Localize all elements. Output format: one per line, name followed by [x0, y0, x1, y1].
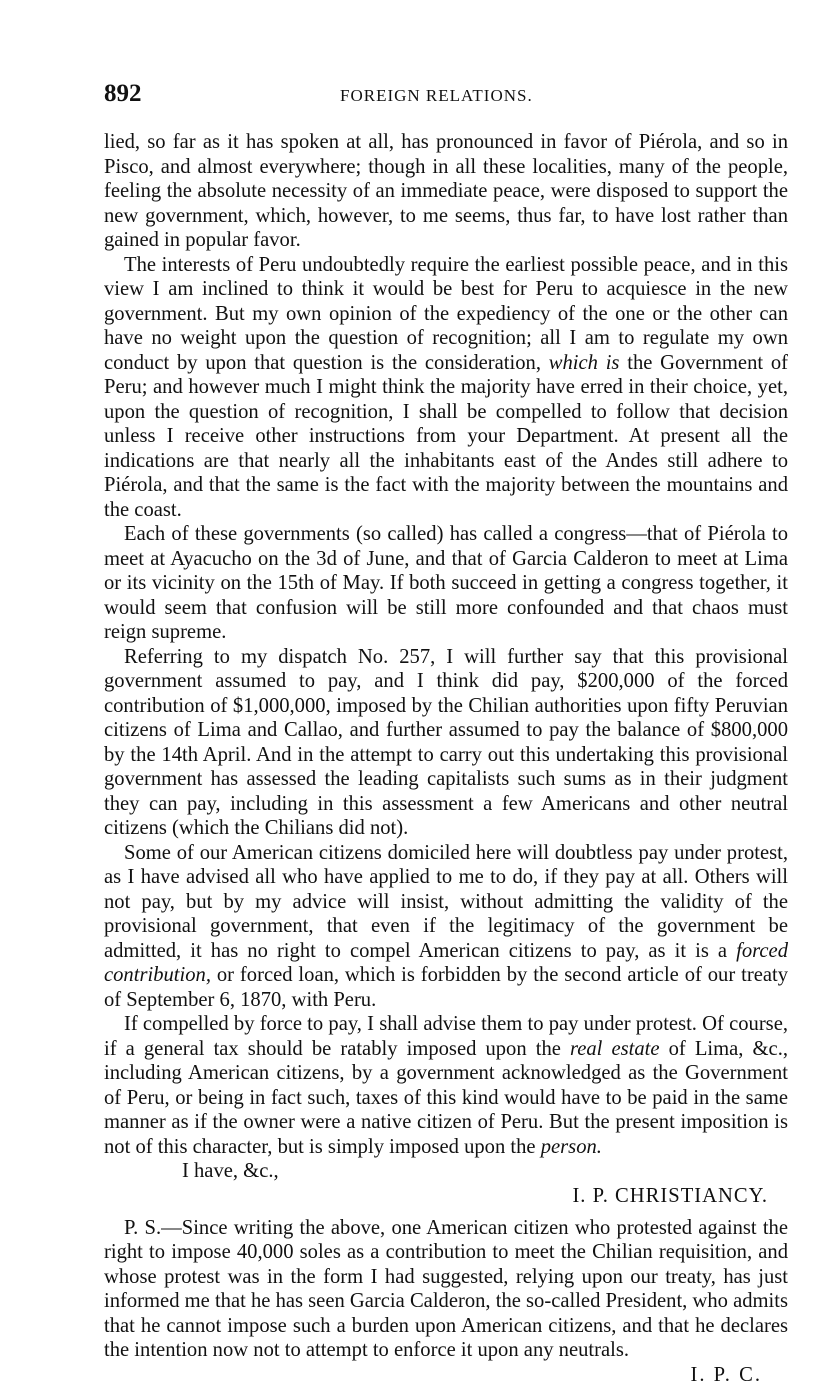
paragraph-2 [104, 253, 788, 523]
page-header [104, 80, 788, 130]
paragraph-2-text-a: The interests of Peru undoubtedly require the earliest possible peace, and in this view I am inclined to think it would be best for Peru to acquiesce in the new government. But my own opinion of the expediency of the one or the other can have no weight upon the question of recognition; all I am to regulate my own conduct by upon that question is the consideration, [104, 254, 788, 374]
paragraph-2-text-b: the Government of Peru; and however much I might think the majority have erred in their choice, yet, upon the question of recognition, I shall be compelled to follow that decision unless I receive other instructions from your Department. At present all the indications are that nearly all the inhabitants east of the Andes still adhere to Piérola, and that the same is the fact with the majority between the mountains and the coast. [104, 352, 788, 521]
paragraph-5 [104, 841, 788, 1013]
signature: I. P. CHRISTIANCY. [104, 1184, 788, 1216]
paragraph-2-emphasis: which is [549, 352, 620, 374]
paragraph-4: Referring to my dispatch No. 257, I will further say that this provisional government assumed to pay, and I think did pay, $200,000 of the forced contribution of $1,000,000, imposed by the Chilian authorities upon fifty Peruvian citizens of Lima and Callao, and further assumed to pay the balance of $800,000 by the 14th April. And in the attempt to carry out this undertaking this provisional government has assessed the leading capitalists such sums as in their judgment they can pay, including in this assessment a few Americans and other neutral citizens (which the Chilians did not). [104, 645, 788, 841]
postscript-initials: I. P. C. [104, 1363, 788, 1387]
paragraph-6-emphasis-2: person. [541, 1136, 602, 1158]
page-number: 892 [104, 80, 174, 108]
paragraph-1: lied, so far as it has spoken at all, has pronounced in favor of Piérola, and so in Pisco, and almost everywhere; though in all these localities, many of the people, feeling the absolute necessity of an immediate peace, were disposed to support the new government, which, however, to me seems, thus far, to have lost rather than gained in popular favor. [104, 130, 788, 253]
paragraph-3: Each of these governments (so called) has called a congress—that of Piérola to meet at Ayacucho on the 3d of June, and that of Garcia Calderon to meet at Lima or its vicinity on the 15th of May. If both succeed in getting a congress together, it would seem that confusion will be still more confounded and that chaos must reign supreme. [104, 522, 788, 645]
paragraph-5-emphasis: forced contribution, [104, 940, 788, 987]
body-text [104, 130, 788, 1387]
letter-closing: I have, &c., [104, 1159, 788, 1184]
paragraph-6 [104, 1012, 788, 1159]
paragraph-6-text-a: If compelled by force to pay, I shall advise them to pay under protest. Of course, if a general tax should be ratably imposed upon the [104, 1013, 788, 1060]
paragraph-5-text-b: or forced loan, which is forbidden by the second article of our treaty of September 6, 1870, with Peru. [104, 964, 788, 1011]
paragraph-6-emphasis-1: real estate [570, 1038, 660, 1060]
paragraph-5-text-a: Some of our American citizens domiciled here will doubtless pay under protest, as I have advised all who have applied to me to do, if they pay at all. Others will not pay, but by my advice will insist, without admitting the validity of the provisional government, that even if the legitimacy of the government be admitted, it has no right to compel American citizens to pay, as it is a [104, 842, 788, 962]
paragraph-6-text-b: of Lima, &c., including American citizens, by a government acknowledged as the Government of Peru, or being in fact such, taxes of this kind would have to be paid in the same manner as if the owner were a native citizen of Peru. But the present imposition is not of this character, but is simply imposed upon the [104, 1038, 788, 1158]
postscript: P. S.—Since writing the above, one American citizen who protested against the right to impose 40,000 soles as a contribution to meet the Chilian requisition, and whose protest was in the form I had suggested, relying upon our treaty, has just informed me that he has seen Garcia Calderon, the so-called President, who admits that he cannot impose such a burden upon American citizens, and that he declares the intention now not to attempt to enforce it upon any neutrals. [104, 1216, 788, 1363]
running-head: FOREIGN RELATIONS. [340, 86, 533, 106]
document-page [104, 80, 788, 1387]
